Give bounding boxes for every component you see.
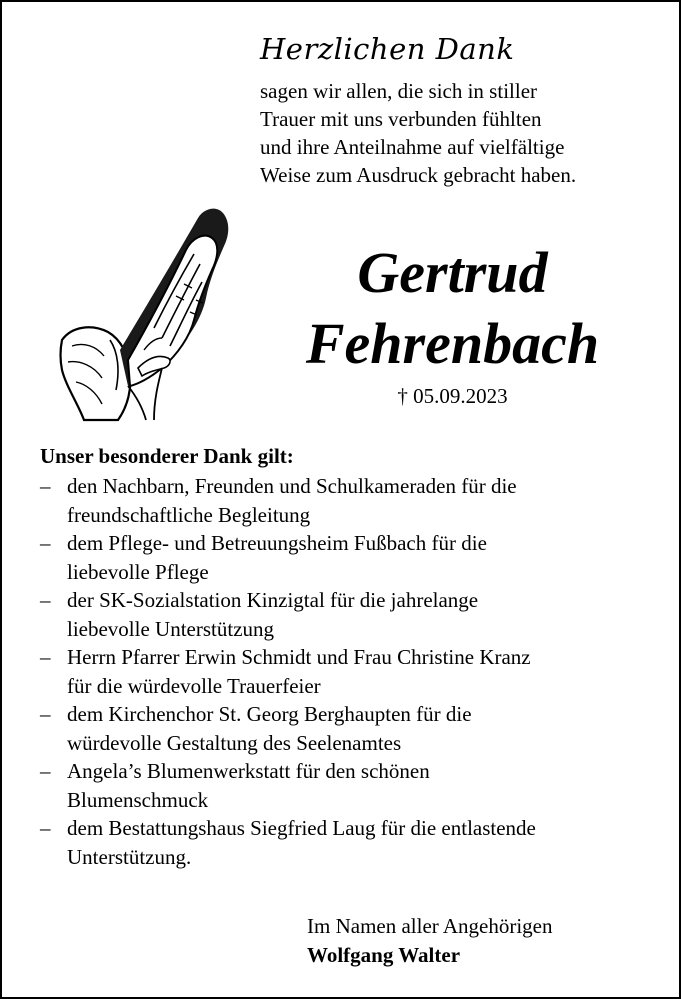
list-dash: – — [40, 531, 51, 555]
greeting-line: Trauer mit uns verbunden fühlten — [260, 107, 542, 131]
death-date: † 05.09.2023 — [397, 384, 508, 408]
list-item — [40, 814, 536, 871]
list-item — [40, 643, 536, 700]
list-item-line: freundschaftliche Begleitung — [67, 502, 311, 527]
greeting-line: Weise zum Ausdruck gebracht haben. — [260, 163, 577, 187]
list-item-line: liebevolle Pflege — [67, 559, 209, 584]
list-item-line: der SK-Sozialstation Kinzigtal für die jahrelange — [67, 588, 479, 612]
praying-hands-icon — [58, 200, 238, 422]
list-dash: – — [40, 816, 51, 840]
list-item-line: Unterstützung. — [67, 844, 192, 869]
list-item — [40, 700, 536, 757]
list-dash: – — [40, 702, 51, 726]
greeting-text — [260, 77, 576, 189]
list-item-line: Herrn Pfarrer Erwin Schmidt und Frau Christine Kranz — [67, 645, 531, 669]
list-item — [40, 757, 536, 814]
list-dash: – — [40, 645, 51, 669]
list-item-line: Angela’s Blumenwerkstatt für den schönen — [67, 759, 430, 783]
list-item-line: dem Kirchenchor St. Georg Berghaupten für die — [67, 702, 472, 726]
list-item-line: dem Bestattungshaus Siegfried Laug für die entlastende — [67, 816, 536, 840]
signature — [307, 912, 553, 970]
deceased-last-name: Fehrenbach — [305, 311, 600, 376]
list-item-line: Blumenschmuck — [67, 787, 209, 812]
list-dash: – — [40, 588, 51, 612]
thanks-heading: Unser besonderer Dank gilt: — [40, 444, 294, 468]
greeting-line: sagen wir allen, die sich in stiller — [260, 79, 538, 103]
greeting-title: Herzlichen Dank — [260, 32, 515, 66]
list-item-line: für die würdevolle Trauerfeier — [67, 673, 321, 698]
list-item-line: den Nachbarn, Freunden und Schulkameraden für die — [67, 474, 517, 498]
deceased-first-name: Gertrud — [357, 240, 548, 305]
list-dash: – — [40, 474, 51, 498]
list-item — [40, 529, 536, 586]
list-item — [40, 586, 536, 643]
deceased-name — [260, 237, 645, 379]
signer-name: Wolfgang Walter — [307, 943, 461, 967]
list-item-line: würdevolle Gestaltung des Seelenamtes — [67, 730, 402, 755]
list-item-line: dem Pflege- und Betreuungsheim Fußbach für die — [67, 531, 487, 555]
thanks-list — [40, 472, 536, 871]
greeting-line: und ihre Anteilnahme auf vielfältige — [260, 135, 565, 159]
list-item-line: liebevolle Unterstützung — [67, 616, 275, 641]
signature-intro: Im Namen aller Angehörigen — [307, 914, 553, 938]
list-dash: – — [40, 759, 51, 783]
list-item — [40, 472, 536, 529]
